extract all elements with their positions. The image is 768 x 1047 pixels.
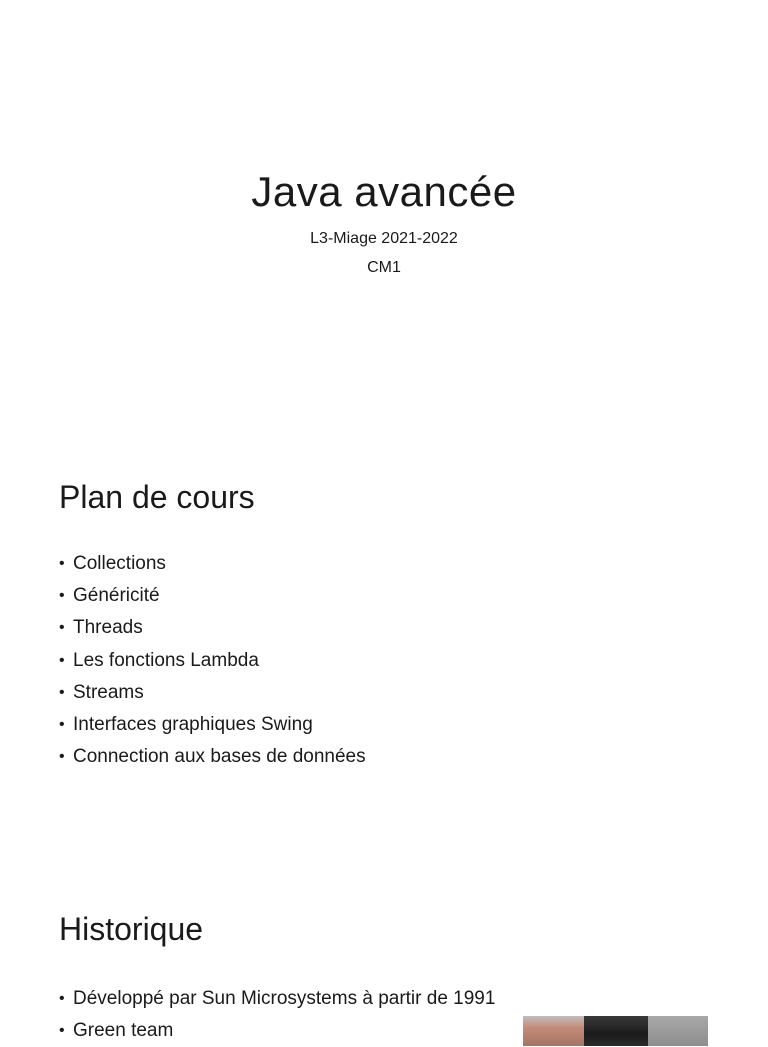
bullet-icon: •	[59, 587, 65, 605]
bullet-icon: •	[59, 716, 65, 734]
list-item	[59, 983, 495, 1015]
title-slide	[0, 0, 768, 432]
plan-item-label: Interfaces graphiques Swing	[73, 714, 313, 736]
photo	[523, 1016, 584, 1046]
plan-item-label: Collections	[73, 553, 166, 574]
lecture-number: CM1	[367, 259, 401, 276]
history-title: Historique	[59, 911, 204, 947]
plan-item-label: Généricité	[73, 585, 160, 607]
plan-bullet-list	[59, 548, 366, 773]
plan-item-label: Connection aux bases de données	[73, 746, 366, 768]
plan-item-label: Streams	[73, 681, 144, 703]
list-item	[59, 677, 366, 709]
history-bullet-list	[59, 983, 495, 1047]
photo	[584, 1016, 648, 1046]
plan-item-label: Threads	[73, 617, 143, 639]
bullet-icon: •	[59, 619, 65, 637]
list-item	[59, 741, 366, 773]
bullet-icon: •	[59, 1022, 65, 1040]
course-subtitle: L3-Miage 2021-2022	[310, 230, 458, 247]
list-item	[59, 1015, 495, 1047]
bullet-icon: •	[59, 683, 65, 701]
plan-title: Plan de cours	[59, 479, 255, 515]
history-slide	[0, 864, 768, 1042]
history-item-label: Développé par Sun Microsystems à partir de 1991	[73, 988, 496, 1009]
bullet-icon: •	[59, 555, 65, 572]
list-item	[59, 645, 366, 677]
presentation-title: Java avancée	[251, 168, 517, 215]
bullet-icon: •	[59, 748, 65, 766]
plan-item-label: Les fonctions Lambda	[73, 649, 259, 671]
bullet-icon: •	[59, 990, 65, 1007]
history-item-label: Green team	[73, 1020, 174, 1042]
plan-slide	[0, 432, 768, 864]
photo	[648, 1016, 708, 1046]
team-photos	[523, 1016, 708, 1046]
list-item	[59, 548, 366, 580]
list-item	[59, 612, 366, 644]
list-item	[59, 580, 366, 612]
bullet-icon: •	[59, 651, 65, 669]
list-item	[59, 709, 366, 741]
